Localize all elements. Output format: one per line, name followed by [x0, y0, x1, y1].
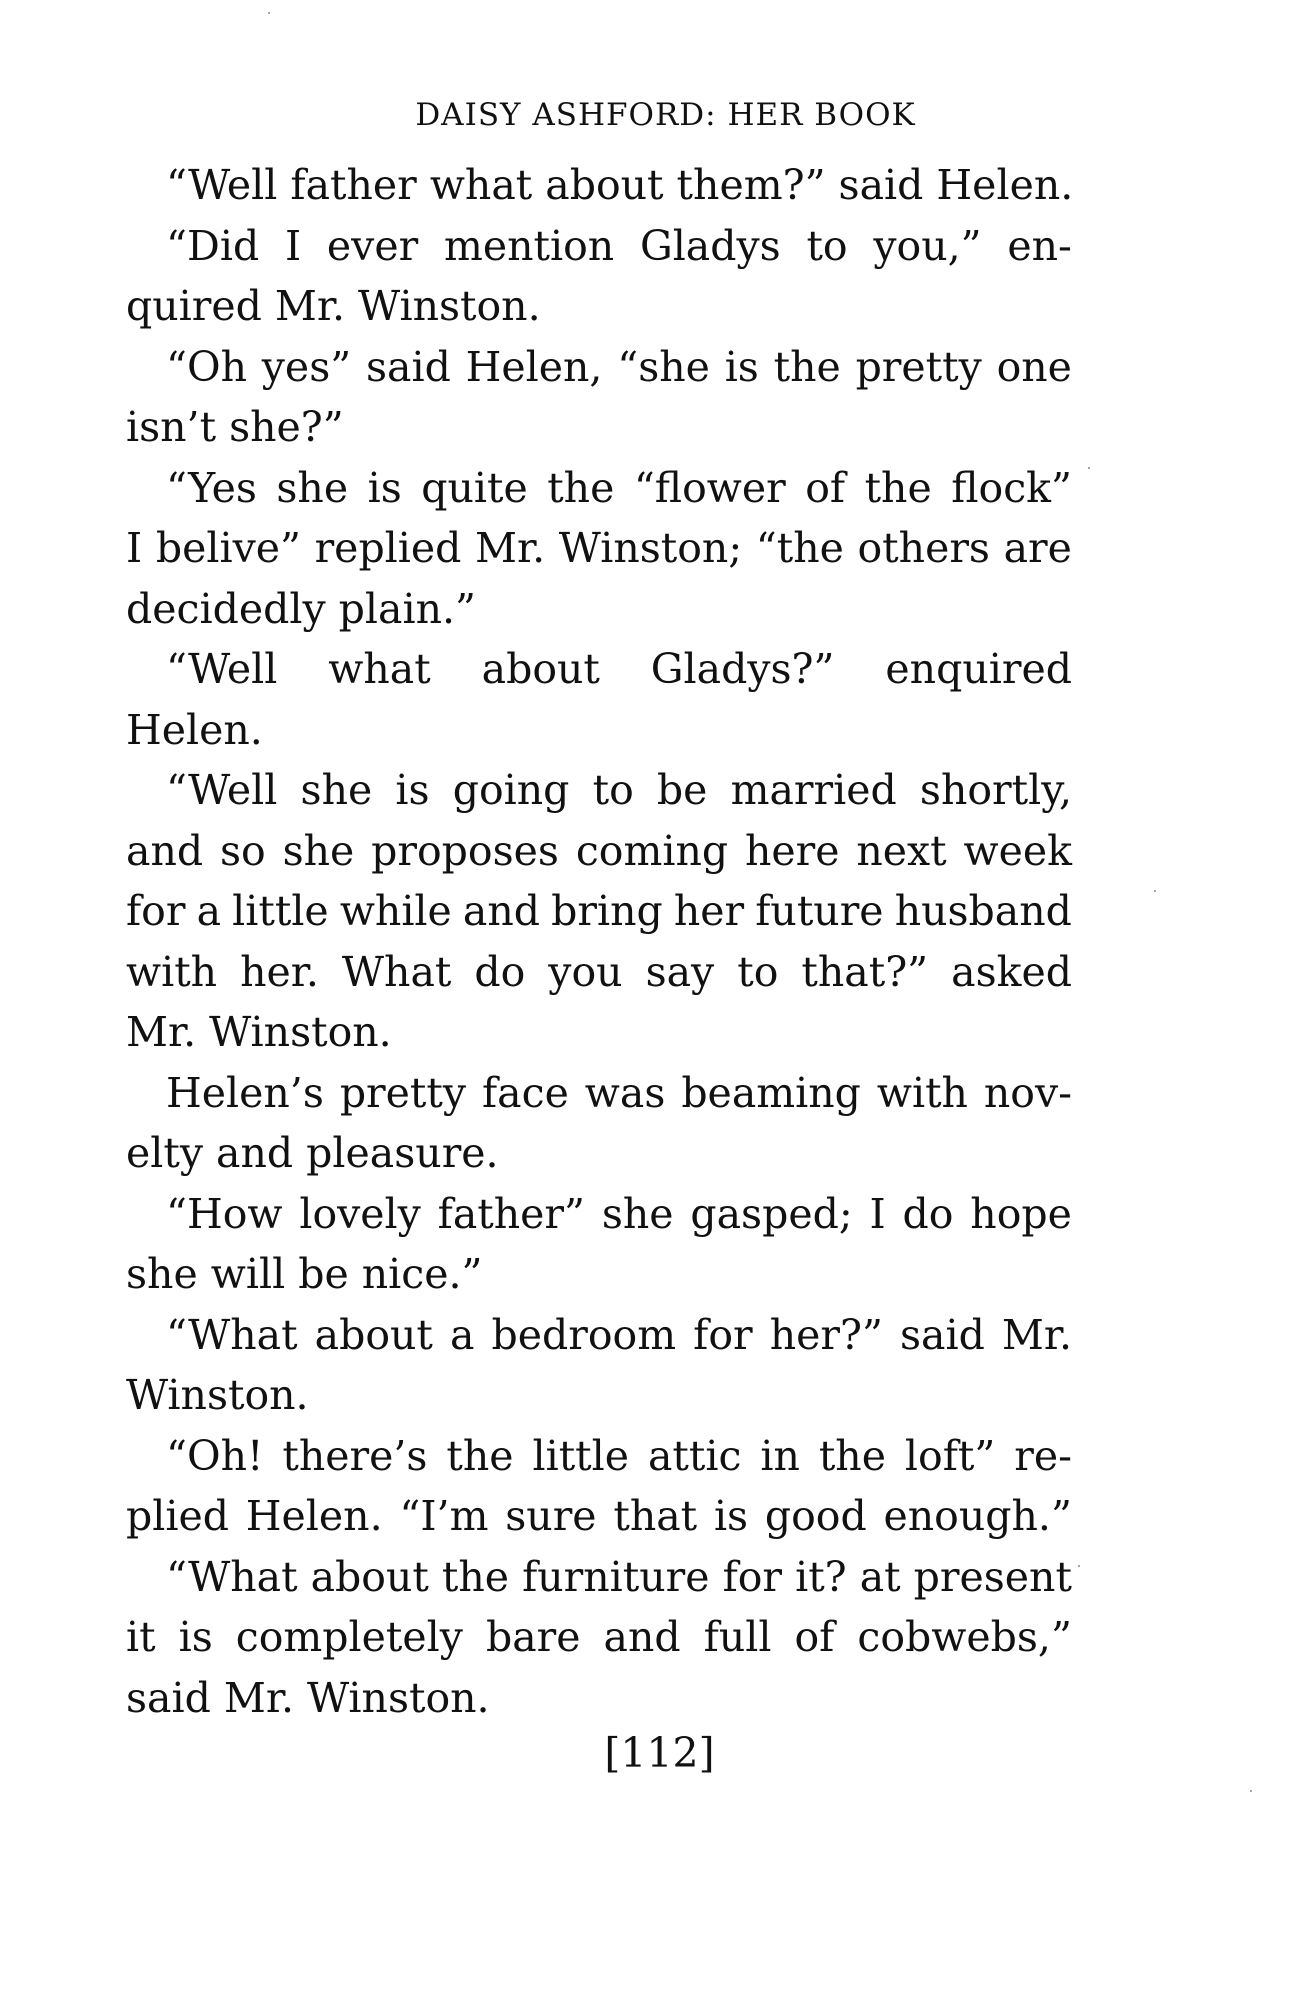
- word: sure: [505, 1492, 597, 1540]
- word: Gladys: [639, 221, 781, 270]
- text-line: [126, 639, 1072, 700]
- text-line: [126, 1184, 1072, 1245]
- word: about: [314, 1310, 433, 1359]
- word: about: [310, 1552, 429, 1601]
- word: completely: [235, 1613, 463, 1661]
- word: bedroom: [491, 1310, 677, 1359]
- word: there’s: [282, 1431, 428, 1480]
- running-head: DAISY ASHFORD: HER BOOK: [415, 97, 916, 133]
- text-line: [126, 1607, 1072, 1668]
- word: the: [818, 1431, 886, 1480]
- word: en-: [1007, 221, 1072, 270]
- word: nov-: [983, 1068, 1072, 1117]
- word: the: [446, 1431, 514, 1480]
- word: “What: [166, 1310, 298, 1359]
- paper-speck: [1078, 1565, 1080, 1567]
- word: proposes: [371, 826, 559, 875]
- word: husband: [894, 887, 1072, 935]
- word: say: [645, 947, 715, 996]
- word: with: [126, 947, 218, 996]
- word: married: [730, 766, 897, 814]
- word: is: [713, 1492, 749, 1540]
- text-line: [126, 337, 1072, 398]
- word: she: [601, 1189, 674, 1238]
- word: others: [857, 524, 990, 572]
- word: father”: [437, 1189, 585, 1238]
- word: Mr.: [475, 524, 546, 572]
- word: bare: [485, 1613, 581, 1661]
- word: “What: [166, 1552, 298, 1601]
- word: present: [913, 1552, 1072, 1601]
- word: I: [126, 524, 143, 572]
- word: her: [673, 887, 745, 935]
- word: “I’m: [399, 1492, 489, 1540]
- word: so: [219, 826, 266, 875]
- word: loft”: [904, 1431, 996, 1480]
- text-line: isn’t she?”: [126, 403, 344, 451]
- word: she: [282, 826, 355, 875]
- word: enough.”: [883, 1492, 1072, 1540]
- text-line: “Well father what about them?” said Helen.: [166, 161, 1074, 209]
- word: the: [864, 463, 932, 512]
- word: one: [996, 342, 1072, 391]
- text-line: Mr. Winston.: [126, 1008, 392, 1056]
- word: for: [722, 1552, 783, 1601]
- word: full: [703, 1613, 772, 1661]
- text-line: [126, 1547, 1072, 1608]
- word: are: [1003, 524, 1072, 572]
- page-number: [112]: [604, 1729, 715, 1777]
- word: Helen.: [245, 1492, 383, 1540]
- paper-speck: [1250, 1790, 1252, 1792]
- word: her.: [240, 947, 319, 996]
- word: bring: [551, 887, 663, 935]
- word: Gladys?”: [650, 645, 835, 693]
- word: to: [737, 947, 779, 996]
- word: Mr.: [1001, 1310, 1072, 1359]
- word: that: [613, 1492, 698, 1540]
- text-line: quired Mr. Winston.: [126, 282, 541, 330]
- word: is: [395, 766, 430, 814]
- text-line: Helen.: [126, 705, 263, 754]
- word: to: [806, 221, 848, 270]
- word: shortly,: [919, 766, 1072, 814]
- word: in: [760, 1431, 800, 1480]
- word: mention: [443, 221, 615, 270]
- word: you,”: [873, 221, 982, 270]
- word: while: [339, 887, 452, 935]
- word: “Well: [166, 645, 278, 693]
- word: I: [869, 1189, 886, 1238]
- word: the: [773, 342, 841, 391]
- word: furniture: [522, 1552, 710, 1601]
- word: cobwebs,”: [857, 1613, 1072, 1661]
- text-line: said Mr. Winston.: [126, 1673, 490, 1722]
- word: coming: [575, 826, 729, 875]
- word: do: [902, 1189, 954, 1238]
- word: good: [764, 1492, 867, 1540]
- word: with: [876, 1068, 968, 1117]
- word: going: [452, 766, 570, 814]
- word: it: [126, 1613, 156, 1661]
- word: for: [126, 887, 186, 935]
- word: week: [963, 826, 1072, 875]
- paper-speck: [268, 12, 270, 14]
- text-line: [126, 760, 1072, 821]
- word: What: [341, 947, 452, 996]
- word: what: [328, 645, 431, 693]
- word: I: [284, 221, 302, 270]
- word: of: [794, 1613, 835, 1661]
- word: is: [724, 342, 759, 391]
- text-line: [126, 518, 1072, 579]
- word: and: [603, 1613, 681, 1661]
- word: asked: [951, 947, 1072, 996]
- word: “Well: [166, 766, 278, 814]
- word: a: [196, 887, 222, 935]
- word: at: [859, 1552, 901, 1601]
- text-line: [126, 1486, 1072, 1547]
- word: Helen,: [465, 342, 603, 391]
- word: “Did: [166, 221, 260, 270]
- text-line: [126, 821, 1072, 882]
- word: Winston;: [558, 524, 743, 572]
- text-line: [126, 942, 1072, 1003]
- word: little: [532, 1431, 630, 1480]
- text-line: Winston.: [126, 1371, 309, 1419]
- word: pretty: [855, 342, 982, 391]
- word: it?: [795, 1552, 847, 1601]
- word: is: [178, 1613, 213, 1661]
- word: to: [592, 766, 634, 814]
- word: yes”: [261, 342, 352, 391]
- word: little: [232, 887, 329, 935]
- text-line: decidedly plain.”: [126, 584, 476, 633]
- word: belive”: [155, 524, 301, 572]
- word: is: [367, 463, 402, 512]
- word: plied: [126, 1492, 229, 1540]
- paper-speck: [1154, 890, 1156, 892]
- text-line: [126, 1063, 1072, 1124]
- word: lovely: [299, 1189, 421, 1238]
- word: said: [365, 342, 451, 391]
- word: ever: [326, 221, 419, 270]
- word: replied: [314, 524, 462, 572]
- word: here: [744, 826, 840, 875]
- word: a: [449, 1310, 475, 1359]
- word: and: [126, 826, 204, 875]
- word: “How: [166, 1189, 283, 1238]
- word: attic: [647, 1431, 742, 1480]
- word: that?”: [801, 947, 929, 996]
- word: flock”: [951, 463, 1072, 512]
- paper-speck: [1088, 467, 1090, 469]
- text-line: [126, 458, 1072, 519]
- word: “Yes: [166, 463, 257, 512]
- text-line: [126, 216, 1072, 277]
- word: quite: [421, 463, 528, 512]
- word: gasped;: [690, 1189, 853, 1238]
- word: “Oh!: [166, 1431, 264, 1480]
- word: “she: [617, 342, 710, 391]
- word: and: [462, 887, 541, 935]
- word: “flower: [633, 463, 786, 512]
- text-line: [126, 1305, 1072, 1366]
- word: beaming: [681, 1068, 861, 1117]
- word: the: [547, 463, 615, 512]
- word: about: [481, 645, 600, 693]
- word: said: [899, 1310, 985, 1359]
- word: next: [856, 826, 947, 875]
- word: she: [300, 766, 373, 814]
- word: was: [584, 1068, 666, 1117]
- word: you: [548, 947, 623, 996]
- word: “the: [755, 524, 844, 572]
- body-text: [126, 155, 1072, 1728]
- word: of: [805, 463, 846, 512]
- word: future: [755, 887, 884, 935]
- word: for: [693, 1310, 753, 1359]
- word: re-: [1014, 1431, 1072, 1480]
- word: “Oh: [166, 342, 247, 391]
- text-line: she will be nice.”: [126, 1250, 483, 1298]
- word: face: [481, 1068, 569, 1117]
- word: enquired: [885, 645, 1072, 693]
- word: do: [474, 947, 526, 996]
- text-line: [126, 881, 1072, 942]
- word: the: [441, 1552, 510, 1601]
- text-line: elty and pleasure.: [126, 1129, 499, 1177]
- word: her?”: [769, 1310, 883, 1359]
- word: Helen’s: [166, 1068, 324, 1117]
- word: hope: [970, 1189, 1072, 1238]
- word: she: [276, 463, 349, 512]
- word: be: [656, 766, 708, 814]
- word: pretty: [339, 1068, 467, 1117]
- text-line: [126, 1426, 1072, 1487]
